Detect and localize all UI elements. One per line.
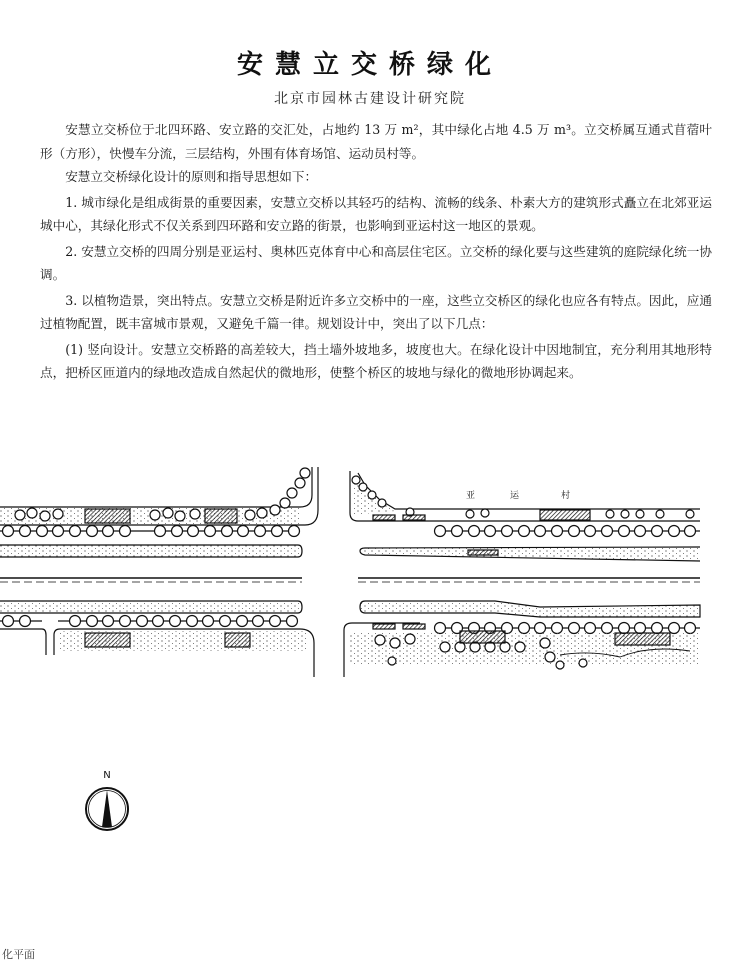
north-arrow-icon: [84, 770, 130, 836]
paragraph-subpoint-1: (1) 竖向设计。安慧立交桥路的高差较大，挡土墙外坡地多，坡度也大。在绿化设计中因地制宜，充分利用其地形特点，把桥区匝道内的绿地改造成自然起伏的微地形，使整个桥区的坡地与绿化的微地形协调起来。: [40, 341, 712, 380]
document-body: [40, 118, 712, 385]
paragraph-point-1: 1. 城市绿化是组成街景的重要因素，安慧立交桥以其轻巧的结构、流畅的线条、朴素大方的建筑形式矗立在北郊亚运城中心，其绿化形式不仅关系到四环路和安立路的街景，也影响到亚运村这一地区的景观。: [40, 194, 712, 233]
paragraph-intro: 安慧立交桥位于北四环路、安立路的交汇处，占地约 13 万 m²，其中绿化占地 4.5 万 m³。立交桥属互通式苜蓿叶形（方形），快慢车分流，三层结构，外围有体育场馆、运动员村等。: [40, 122, 712, 161]
greening-plan-drawing: [0, 465, 740, 690]
document-author: 北京市园林古建设计研究院: [274, 91, 466, 107]
figure-caption: 化平面: [2, 948, 35, 961]
document-title: 安慧立交桥绿化: [236, 50, 503, 80]
north-label: N: [103, 770, 111, 781]
paragraph-point-3: 3. 以植物造景，突出特点。安慧立交桥是附近许多立交桥中的一座，这些立交桥区的绿化也应各有特点。因此，应通过植物配置，既丰富城市景观，又避免千篇一律。规划设计中，突出了以下几点：: [40, 292, 712, 331]
paragraph-principles-heading: 安慧立交桥绿化设计的原则和指导思想如下：: [65, 169, 318, 184]
paragraph-point-2: 2. 安慧立交桥的四周分别是亚运村、奥林匹克体育中心和高层住宅区。立交桥的绿化要与这些建筑的庭院绿化统一协调。: [40, 243, 712, 282]
